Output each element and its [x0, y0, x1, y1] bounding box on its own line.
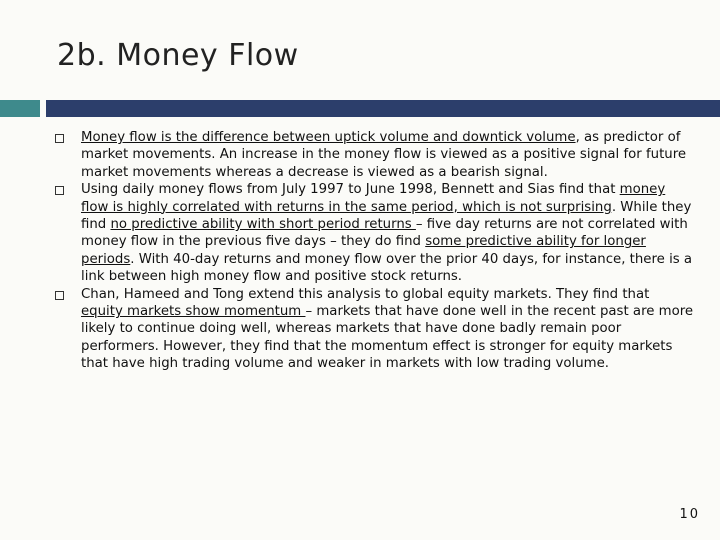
- bullet-text: [81, 287, 693, 372]
- slide-title: 2b. Money Flow: [57, 38, 299, 73]
- bullet-item: [55, 181, 695, 285]
- bullet-text-part: some predictive ability for longer periods: [81, 234, 646, 267]
- bullet-text-part: . With 40-day returns and money flow over the prior 40 days, for instance, there is a link between high money flow and positive stock returns.: [81, 251, 693, 285]
- bullet-text-part: money flow is highly correlated with returns in the same period, which is not surprising: [81, 182, 666, 215]
- bullet-item: [55, 129, 695, 181]
- bullet-text-part: . While they find: [81, 199, 692, 233]
- bullet-text-part: – five day returns are not correlated with money flow in the previous five days – they do find: [81, 217, 688, 250]
- bullet-text-part: no predictive ability with short period returns: [110, 217, 416, 233]
- bullet-list: [55, 129, 695, 373]
- bullet-item: [55, 286, 695, 373]
- square-bullet-icon: [55, 186, 64, 195]
- bullet-text-part: – markets that have done well in the recent past are more likely to continue doing well, whereas markets that have done badly remain poor performers. However, they find that the momentum effect is stronger for equity markets that have high trading volume and weaker in markets with low trading volume.: [81, 304, 694, 372]
- bullet-text-part: Using daily money flows from July 1997 to June 1998, Bennett and Sias find that: [81, 182, 620, 198]
- title-accent-bar-navy: [46, 100, 720, 117]
- bullet-text-part: Money flow is the difference between uptick volume and downtick volume: [81, 130, 576, 145]
- bullet-text: [81, 182, 692, 284]
- square-bullet-icon: [55, 134, 64, 143]
- square-bullet-icon: [55, 291, 64, 300]
- bullet-text: [81, 130, 686, 180]
- bullet-text-part: Chan, Hameed and Tong extend this analysis to global equity markets. They find that: [81, 286, 650, 302]
- title-accent-bar-teal: [0, 100, 40, 117]
- page-number: 10: [679, 507, 700, 522]
- bullet-text-part: , as predictor of market movements. An increase in the money flow is viewed as a positive signal for future market movements whereas a decrease is viewed as a bearish signal.: [81, 130, 687, 180]
- bullet-text-part: equity markets show momentum: [81, 304, 306, 320]
